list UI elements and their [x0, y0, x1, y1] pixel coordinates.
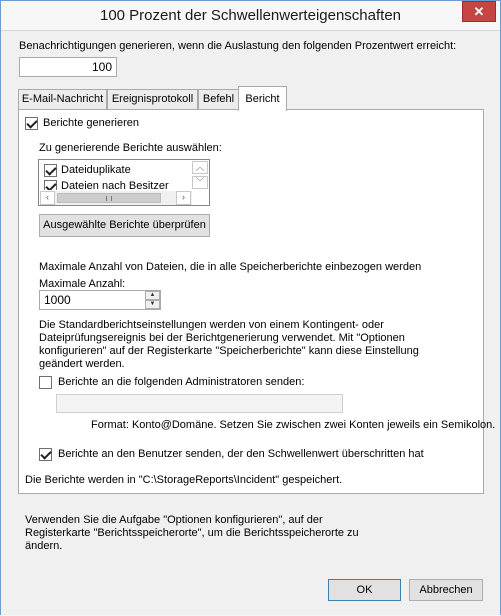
generate-reports-checkbox[interactable] [25, 117, 38, 130]
tab-event-log[interactable]: Ereignisprotokoll [107, 89, 198, 110]
check-reports-button[interactable]: Ausgewählte Berichte überprüfen [39, 214, 210, 237]
grip-icon [106, 196, 112, 201]
list-item[interactable]: Dateien nach Besitzer [61, 180, 169, 190]
send-to-admins-checkbox[interactable] [39, 376, 52, 389]
reports-listbox[interactable] [38, 159, 210, 206]
max-count-input[interactable]: 1000 [39, 290, 161, 310]
scrollbar-thumb[interactable] [57, 193, 161, 203]
chevron-down-icon: ﹀ [195, 177, 205, 187]
chevron-up-icon: ︿ [195, 162, 205, 172]
cancel-button[interactable]: Abbrechen [409, 579, 483, 601]
send-to-user-label: Berichte an den Benutzer senden, der den Schwellenwert überschritten hat [58, 448, 424, 460]
send-to-user-checkbox[interactable] [39, 448, 52, 461]
ok-button[interactable]: OK [328, 579, 401, 601]
horizontal-scrollbar[interactable] [40, 191, 192, 205]
list-item-checkbox[interactable] [44, 180, 57, 190]
scroll-up-button[interactable] [192, 161, 208, 174]
list-item[interactable]: Dateiduplikate [61, 164, 131, 176]
threshold-input[interactable]: 100 [19, 57, 117, 77]
generate-reports-label: Berichte generieren [43, 117, 140, 129]
scroll-down-button[interactable] [192, 176, 208, 189]
storage-path-text: Die Berichte werden in "C:\StorageReports\Incident" gespeichert. [25, 474, 343, 486]
scroll-left-button[interactable] [40, 191, 55, 205]
window-title: 100 Prozent der Schwellenwerteigenschaften [99, 7, 402, 24]
arrow-up-icon: ▲ [149, 292, 156, 298]
arrow-down-icon: ▼ [149, 301, 156, 307]
spin-up-button[interactable] [145, 291, 160, 300]
tab-email[interactable]: E-Mail-Nachricht [18, 89, 107, 110]
admins-email-input[interactable] [56, 394, 343, 413]
tab-report[interactable]: Bericht [238, 86, 287, 111]
max-files-heading: Maximale Anzahl von Dateien, die in alle Speicherberichte einbezogen werden [39, 261, 422, 273]
chevron-left-icon: ‹ [46, 192, 49, 202]
max-count-label: Maximale Anzahl: [39, 278, 126, 290]
storage-location-hint: Verwenden Sie die Aufgabe "Optionen konfigurieren", auf der Registerkarte "Berichtsspeicherorte", um die Berichtsspeicherorte zu ändern. [25, 514, 359, 552]
spin-down-button[interactable] [145, 300, 160, 309]
email-format-hint: Format: Konto@Domäne. Setzen Sie zwischen zwei Konten jeweils ein Semikolon. [91, 419, 496, 431]
scroll-right-button[interactable] [176, 191, 191, 205]
list-item-checkbox[interactable] [44, 164, 57, 177]
reports-list-viewport [39, 160, 191, 190]
tab-command[interactable]: Befehl [198, 89, 239, 110]
select-reports-label: Zu generierende Berichte auswählen: [39, 142, 222, 154]
send-to-admins-label: Berichte an die folgenden Administratoren senden: [58, 376, 305, 388]
chevron-right-icon: › [182, 192, 185, 202]
close-icon: ✕ [473, 4, 485, 19]
report-tab-content [1, 1, 501, 616]
threshold-label: Benachrichtigungen generieren, wenn die Auslastung den folgenden Prozentwert erreicht: [19, 40, 457, 52]
report-settings-info: Die Standardberichtseinstellungen werden von einem Kontingent- oder Dateiprüfungsereignis bei der Berichtgenerierung verwendet. Mit "Optionen konfigurieren" auf der Registerkarte "Speicherberichte" kann diese Einstellung geändert werden. [39, 319, 419, 370]
